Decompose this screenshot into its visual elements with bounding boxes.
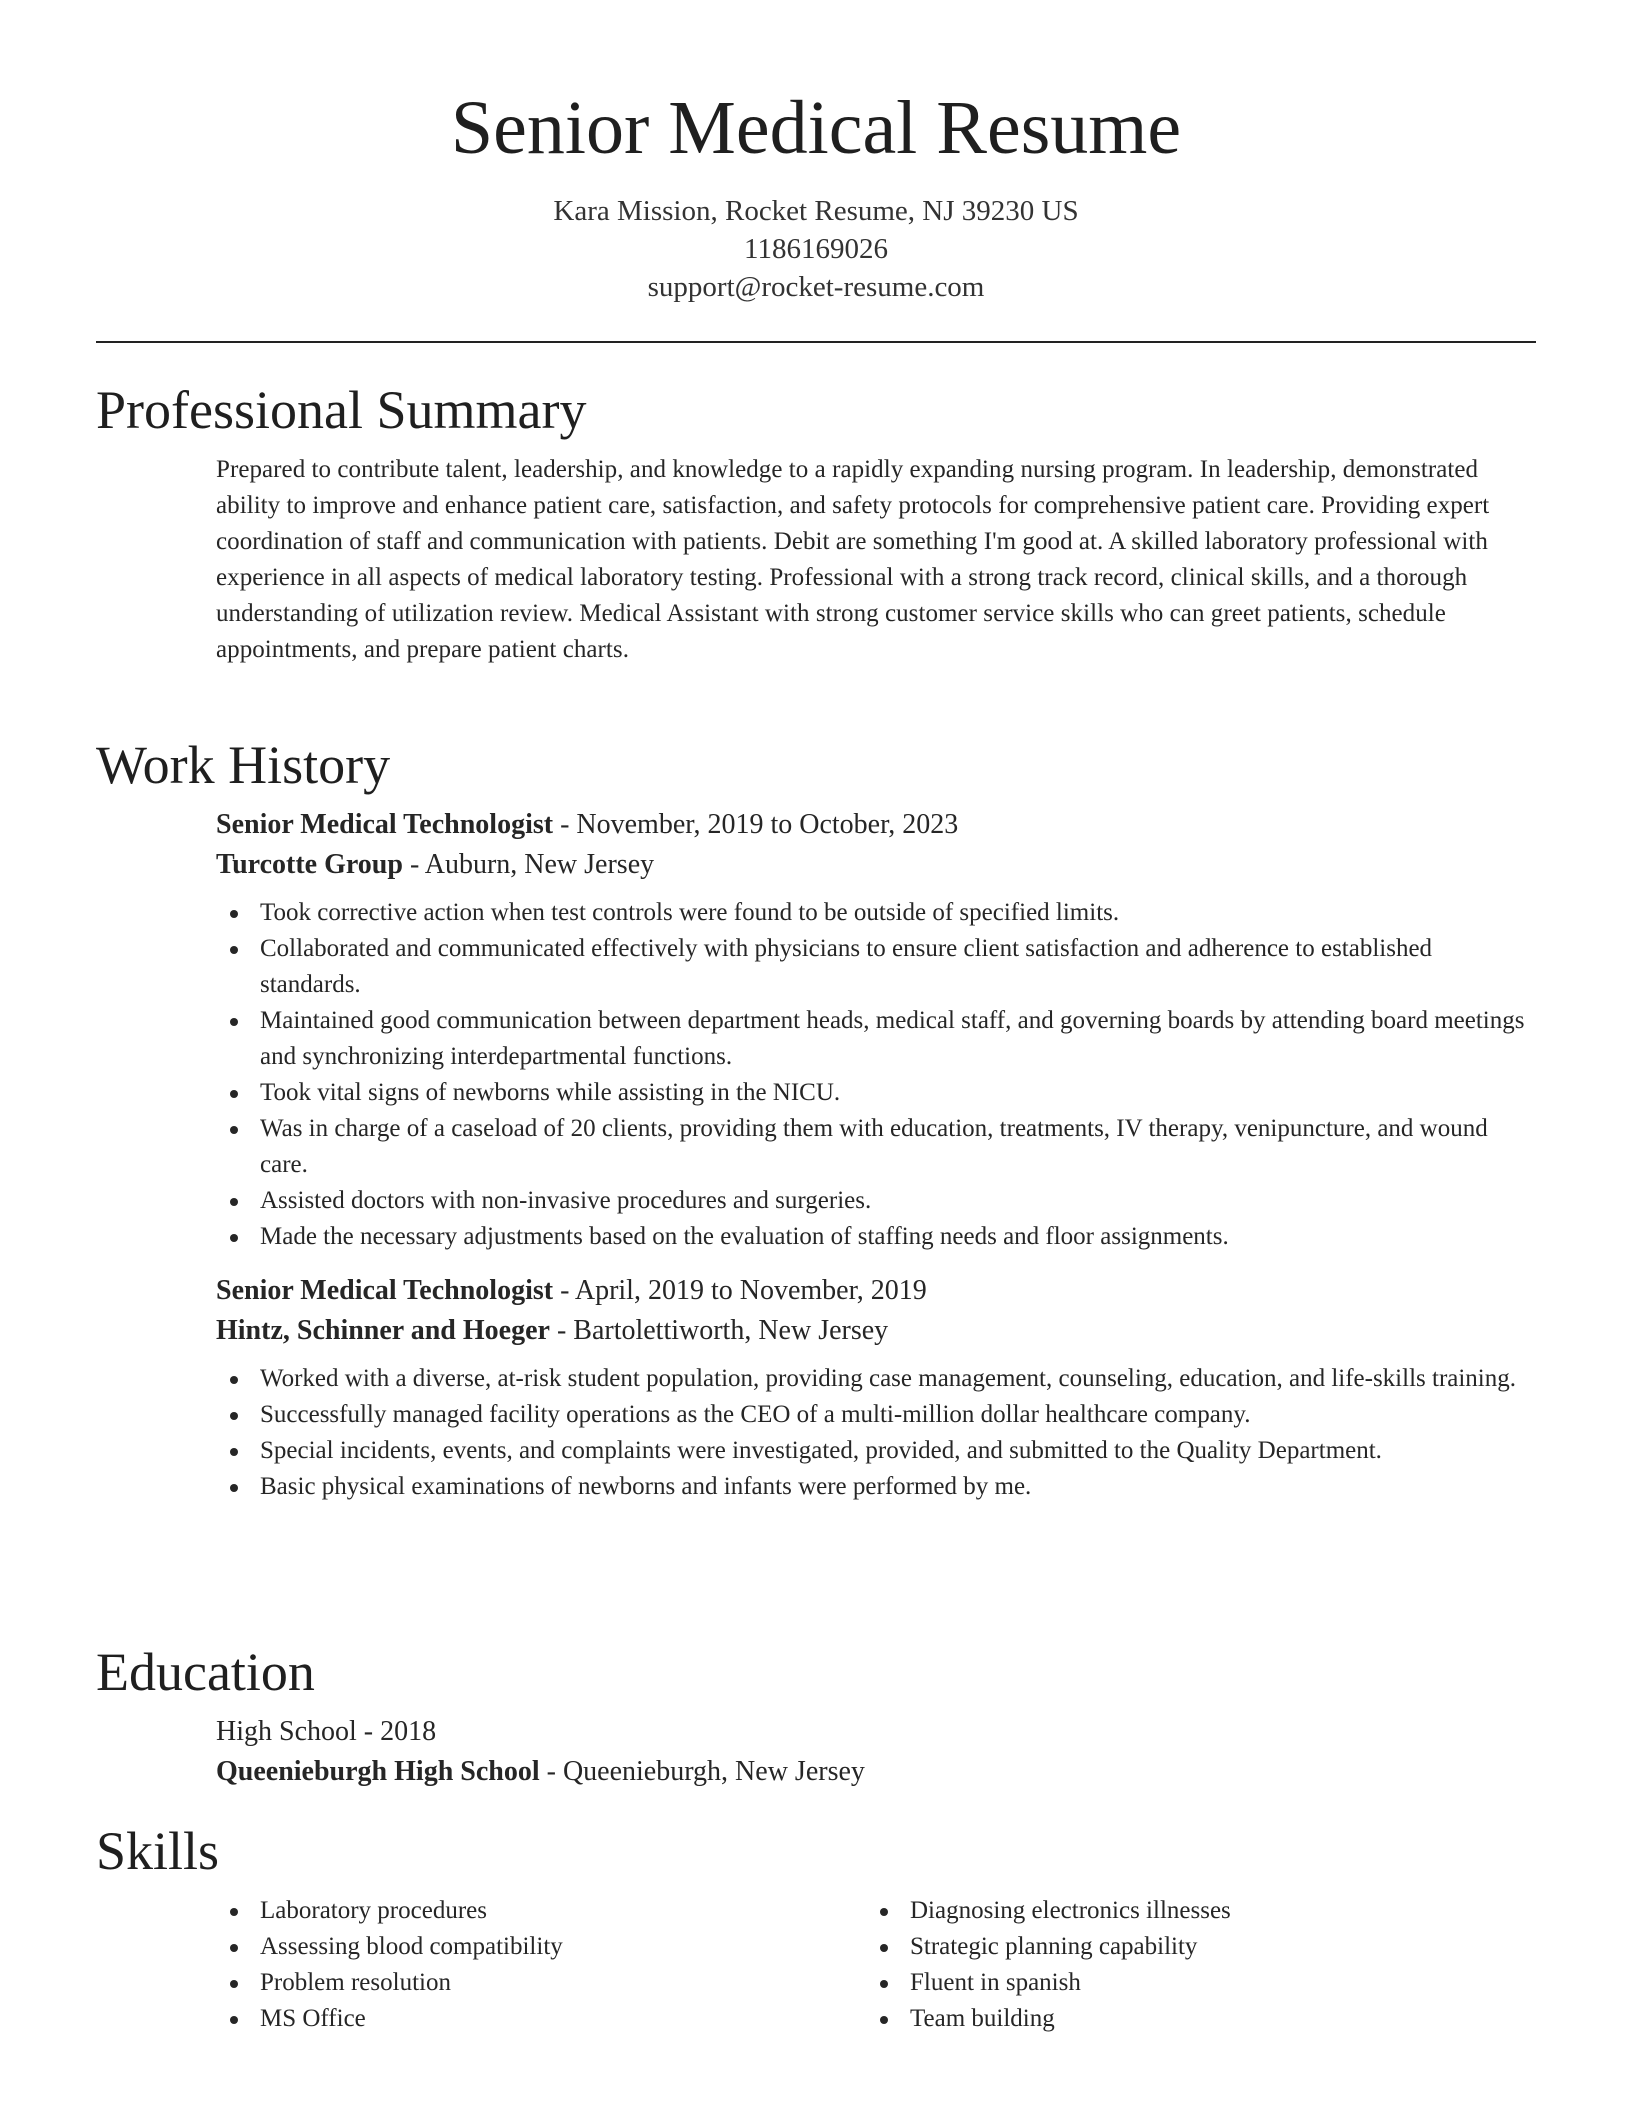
bullet-icon (230, 946, 238, 954)
bullet-icon (880, 1908, 888, 1916)
job-company: Turcotte Group (216, 849, 403, 880)
bullet-icon (230, 1376, 238, 1384)
bullet-icon (230, 1090, 238, 1098)
skills-column-left (216, 1893, 866, 2037)
bullet-icon (230, 1412, 238, 1420)
bullet-icon (880, 2016, 888, 2024)
bullet-icon (880, 1980, 888, 1988)
list-item (260, 1469, 1536, 1505)
list-item-text: Special incidents, events, and complaints were investigated, provided, and submitted to the Quality Department. (260, 1437, 1382, 1464)
school-line (216, 1752, 1536, 1792)
bullet-icon (230, 1234, 238, 1242)
skill-text: Fluent in spanish (910, 1969, 1081, 1996)
bullet-icon (230, 1018, 238, 1026)
list-item (260, 1003, 1536, 1075)
list-item (260, 1361, 1536, 1397)
job-company-line (216, 845, 1536, 885)
resume-header (96, 0, 1536, 174)
contact-info (96, 192, 1536, 306)
work-history-heading: Work History (96, 735, 391, 795)
list-item (260, 1433, 1536, 1469)
bullet-icon (230, 1126, 238, 1134)
bullet-icon (230, 1448, 238, 1456)
skills-section (96, 1819, 1536, 2037)
education-entry (216, 1712, 1536, 1792)
skills-body (216, 1893, 1536, 2037)
job-company-line (216, 1311, 1536, 1351)
job-location: - Bartolettiworth, New Jersey (549, 1315, 889, 1346)
skills-list-right (866, 1893, 1516, 2037)
bullet-icon (230, 1484, 238, 1492)
school-name: Queenieburgh High School (216, 1756, 540, 1787)
list-item-text: Successfully managed facility operations as the CEO of a multi-million dollar healthcare company. (260, 1401, 1251, 1428)
list-item (260, 1183, 1536, 1219)
contact-phone: 1186169026 (744, 233, 888, 265)
summary-body (216, 452, 1536, 668)
list-item (910, 1893, 1516, 1929)
list-item (910, 2001, 1516, 2037)
list-item (260, 931, 1536, 1003)
list-item (260, 2001, 866, 2037)
skill-text: Strategic planning capability (910, 1933, 1198, 1960)
list-item-text: Collaborated and communicated effectively with physicians to ensure client satisfaction and adherence to established standards. (260, 935, 1433, 998)
degree-year: - 2018 (356, 1716, 437, 1747)
school-location: - Queenieburgh, New Jersey (539, 1756, 865, 1787)
list-item (260, 1075, 1536, 1111)
list-item-text: Basic physical examinations of newborns and infants were performed by me. (260, 1473, 1032, 1500)
list-item (260, 895, 1536, 931)
skill-text: MS Office (260, 2005, 366, 2032)
list-item-text: Maintained good communication between department heads, medical staff, and governing boards by attending board meetings and synchronizing interdepartmental functions. (260, 1007, 1525, 1070)
header-divider (96, 341, 1536, 343)
bullet-icon (880, 1944, 888, 1952)
list-item (260, 1893, 866, 1929)
work-history-section (96, 733, 1536, 1505)
bullet-icon (230, 910, 238, 918)
degree-name: High School (216, 1716, 357, 1747)
list-item (910, 1929, 1516, 1965)
job-bullet-list (216, 895, 1536, 1255)
bullet-icon (230, 1198, 238, 1206)
list-item (260, 1111, 1536, 1183)
skills-column-right (866, 1893, 1516, 2037)
job-title-line (216, 805, 1536, 845)
job-entry (216, 1271, 1536, 1505)
skill-text: Laboratory procedures (260, 1897, 487, 1924)
list-item (260, 1929, 866, 1965)
list-item (260, 1397, 1536, 1433)
skill-text: Assessing blood compatibility (260, 1933, 563, 1960)
job-position: Senior Medical Technologist (216, 1275, 554, 1306)
degree-line (216, 1712, 1536, 1752)
education-section (96, 1640, 1536, 1792)
skill-text: Diagnosing electronics illnesses (910, 1897, 1231, 1924)
list-item (260, 1965, 866, 2001)
contact-address: Kara Mission, Rocket Resume, NJ 39230 US (553, 195, 1079, 227)
list-item-text: Made the necessary adjustments based on the evaluation of staffing needs and floor assignments. (260, 1223, 1229, 1250)
bullet-icon (230, 1944, 238, 1952)
skills-grid (216, 1893, 1536, 2037)
skill-text: Team building (910, 2005, 1055, 2032)
bullet-icon (230, 2016, 238, 2024)
summary-heading: Professional Summary (96, 380, 587, 440)
job-entry (216, 805, 1536, 1255)
job-position: Senior Medical Technologist (216, 809, 554, 840)
summary-text: Prepared to contribute talent, leadership, and knowledge to a rapidly expanding nursing program. In leadership, demonstrated ability to improve and enhance patient care, satisfaction, and safety protocols for comprehensive patient care. Providing expert coordination of staff and communication with patients. Debit are something I'm good at. A skilled laboratory professional with experience in all aspects of medical laboratory testing. Professional with a strong track record, clinical skills, and a thorough understanding of utilization review. Medical Assistant with strong customer service skills who can greet patients, schedule appointments, and prepare patient charts. (216, 456, 1490, 663)
job-location: - Auburn, New Jersey (402, 849, 655, 880)
job-company: Hintz, Schinner and Hoeger (216, 1315, 550, 1346)
job-title-line (216, 1271, 1536, 1311)
education-heading: Education (96, 1642, 315, 1702)
list-item-text: Took corrective action when test controls were found to be outside of specified limits. (260, 899, 1120, 926)
resume-page (96, 0, 1536, 2032)
job-dates: - November, 2019 to October, 2023 (553, 809, 959, 840)
summary-section (96, 378, 1536, 668)
list-item-text: Was in charge of a caseload of 20 clients, providing them with education, treatments, IV therapy, venipuncture, and wound care. (260, 1115, 1488, 1178)
list-item (910, 1965, 1516, 2001)
skills-list-left (216, 1893, 866, 2037)
bullet-icon (230, 1908, 238, 1916)
job-bullet-list (216, 1361, 1536, 1505)
list-item-text: Assisted doctors with non-invasive procedures and surgeries. (260, 1187, 872, 1214)
skills-heading: Skills (96, 1821, 220, 1881)
list-item-text: Took vital signs of newborns while assisting in the NICU. (260, 1079, 841, 1106)
list-item-text: Worked with a diverse, at-risk student population, providing case management, counseling, education, and life-skills training. (260, 1365, 1517, 1392)
resume-title: Senior Medical Resume (450, 86, 1182, 170)
contact-email[interactable]: support@rocket-resume.com (647, 271, 985, 303)
bullet-icon (230, 1980, 238, 1988)
job-dates: - April, 2019 to November, 2019 (553, 1275, 927, 1306)
list-item (260, 1219, 1536, 1255)
skill-text: Problem resolution (260, 1969, 451, 1996)
